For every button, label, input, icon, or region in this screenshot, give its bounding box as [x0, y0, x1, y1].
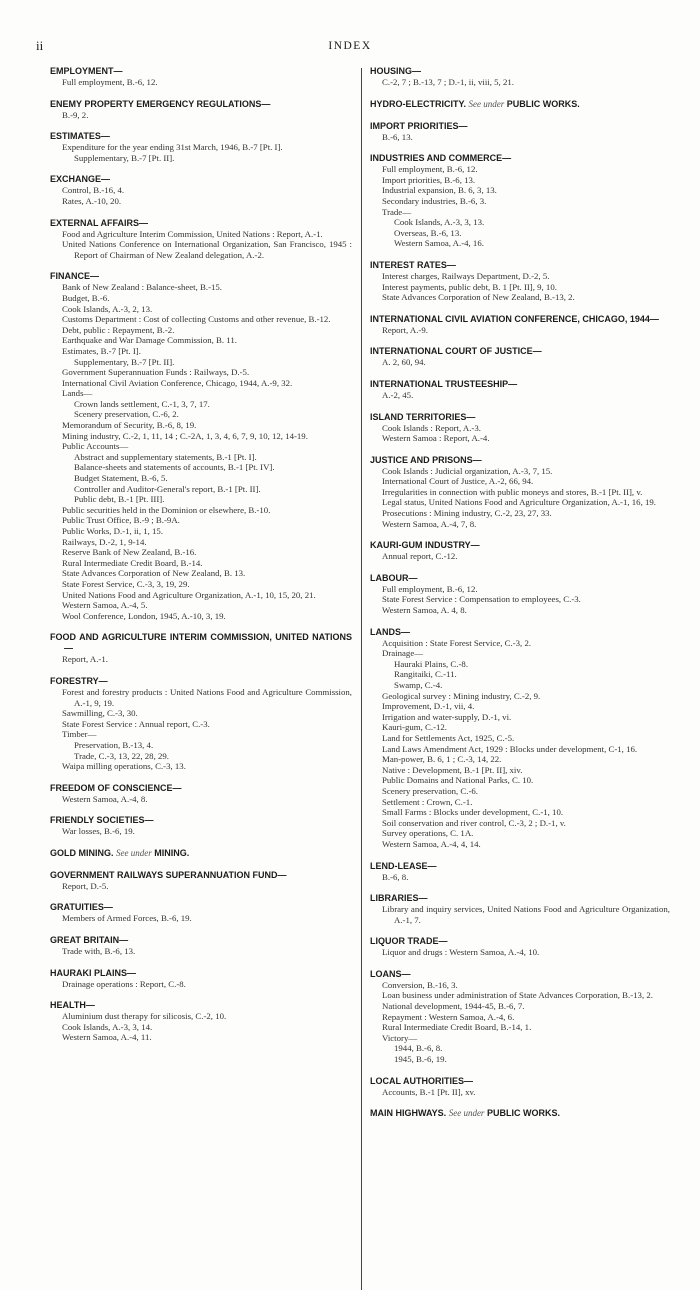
- index-subentry-top: Annual report, C.-12.: [382, 551, 458, 562]
- index-heading: [370, 346, 670, 357]
- index-heading: [370, 66, 670, 77]
- see-under-label: See under: [116, 847, 152, 858]
- index-entry-libraries: [370, 893, 670, 925]
- index-heading-text: EMPLOYMENT—: [50, 66, 123, 76]
- index-subentry-top: Report, D.-5.: [62, 880, 109, 891]
- index-heading-text: HEALTH—: [50, 1000, 95, 1011]
- index-subentry-top: Estimates, B.-7 [Pt. I].: [62, 345, 141, 356]
- index-subentry-top: Kauri-gum, C.-12.: [382, 722, 447, 733]
- index-subentry-top: B.-9, 2.: [62, 109, 89, 120]
- index-subentry-top: Budget, B.-6.: [62, 292, 110, 303]
- index-subentry-top: State Forest Service : Compensation to employees, C.-3.: [382, 594, 581, 605]
- index-heading-text: ISLAND TERRITORIES—: [370, 411, 476, 422]
- see-under-label: See under: [468, 98, 505, 109]
- index-subentry-top: Interest charges, Railways Department, D.-2, 5.: [382, 270, 550, 281]
- index-entry-health: [50, 1000, 352, 1043]
- index-heading: [370, 314, 670, 325]
- index-subentry-top: Waipa milling operations, C.-3, 13.: [62, 761, 186, 772]
- index-heading-text: INTERNATIONAL COURT OF JUSTICE—: [370, 346, 542, 357]
- index-subentry-top: Food and Agriculture Interim Commission, United Nations : Report, A.-1.: [62, 228, 323, 239]
- index-heading-text: LABOUR—: [370, 572, 418, 583]
- index-subentry: Supplementary, B.-7 [Pt. II].: [74, 152, 175, 163]
- index-subentry: Public debt, B.-1 [Pt. III].: [74, 494, 165, 505]
- index-heading-text: LOANS—: [370, 968, 411, 979]
- index-subentry-top: Acquisition : State Forest Service, C.-3, 2.: [382, 637, 532, 648]
- index-subentry-top: Conversion, B.-16, 3.: [382, 979, 458, 990]
- index-entry-friendly-societies: [50, 815, 352, 837]
- index-entry-international-court-of-justice: [370, 346, 670, 368]
- index-heading: [50, 870, 352, 881]
- see-under-target: PUBLIC WORKS.: [506, 98, 580, 109]
- index-entry-loans: [370, 969, 670, 1065]
- index-heading: [370, 260, 670, 271]
- index-heading-text: MAIN HIGHWAYS.: [370, 1108, 447, 1119]
- see-under-target: MINING.: [154, 847, 190, 858]
- index-entry-international-civil-aviation-conference-chicago-1944: [370, 314, 670, 336]
- index-heading: [370, 412, 670, 423]
- index-heading-text: GOLD MINING.: [50, 847, 114, 858]
- index-subentry-top: Legal status, United Nations Food and Agriculture Organization, A.-1, 16, 19.: [382, 497, 656, 508]
- index-entry-local-authorities: [370, 1076, 670, 1098]
- index-subentry-top: Liquor and drugs : Western Samoa, A.-4, 10.: [382, 947, 540, 958]
- index-subentry-top: Western Samoa, A.-4, 5.: [62, 600, 148, 611]
- index-heading-text: GREAT BRITAIN—: [50, 935, 129, 946]
- index-subentry-top: Full employment, B.-6, 12.: [382, 583, 478, 594]
- index-heading: [50, 968, 352, 979]
- index-heading-text: LANDS—: [370, 626, 410, 637]
- index-heading-text: FREEDOM OF CONSCIENCE—: [50, 782, 182, 793]
- index-heading: [370, 121, 670, 132]
- index-subentry-top: Public Works, D.-1, ii, 1, 15.: [62, 526, 164, 536]
- index-subentry-top: Secondary industries, B.-6, 3.: [382, 195, 487, 206]
- index-heading-text: INTEREST RATES—: [370, 259, 456, 270]
- index-entry-kauri-gum-industry: [370, 540, 670, 562]
- index-subentry-top: B.-6, 8.: [382, 871, 409, 882]
- index-heading: [370, 540, 670, 551]
- index-heading: [50, 815, 352, 826]
- index-entry-import-priorities: [370, 121, 670, 143]
- index-heading: [370, 861, 670, 872]
- index-entry-external-affairs: [50, 218, 352, 261]
- index-subentry-top: International Court of Justice, A.-2, 66, 94.: [382, 476, 534, 487]
- index-entry-housing: [370, 66, 670, 88]
- index-subentry-top: Small Farms : Blocks under development, C.-1, 10.: [382, 807, 564, 818]
- index-subentry-top: Loan business under administration of State Advances Corporation, B.-13, 2.: [382, 990, 653, 1001]
- index-subentry-top: Trade—: [382, 206, 411, 217]
- index-subentry-top: Western Samoa, A.-4, 8.: [62, 793, 148, 804]
- index-subentry-top: Earthquake and War Damage Commission, B. 11.: [62, 335, 237, 346]
- index-heading-text: KAURI-GUM INDUSTRY—: [370, 540, 480, 551]
- index-entry-great-britain: [50, 935, 352, 957]
- index-subentry: Preservation, B.-13, 4.: [74, 739, 154, 750]
- index-subentry-top: Irregularities in connection with public moneys and stores, B.-1 [Pt. II], v.: [382, 486, 643, 497]
- index-subentry-top: Report, A.-9.: [382, 324, 428, 335]
- index-entry-gold-mining: [50, 848, 352, 859]
- index-subentry-top: United Nations Conference on International Organization, San Francisco, 1945 : Report of Chairman of New Zealand delegation, A.-2.: [62, 239, 352, 260]
- index-subentry: Abstract and supplementary statements, B.-1 [Pt. I].: [74, 451, 257, 462]
- index-entry-liquor-trade: [370, 936, 670, 958]
- index-subentry-top: United Nations Food and Agriculture Organization, A.-1, 10, 15, 20, 21.: [62, 589, 316, 600]
- index-subentry-top: Industrial expansion, B. 6, 3, 13.: [382, 185, 497, 196]
- index-subentry-top: Rates, A.-10, 20.: [62, 195, 122, 206]
- index-entry-international-trusteeship: [370, 379, 670, 401]
- index-subentry-top: Rural Intermediate Credit Board, B.-14.: [62, 557, 203, 568]
- index-entry-labour: [370, 573, 670, 616]
- index-entry-main-highways: [370, 1108, 670, 1119]
- index-subentry-top: Soil conservation and river control, C.-3, 2 ; D.-1, v.: [382, 817, 566, 828]
- index-heading-text: ENEMY PROPERTY EMERGENCY REGULATIONS—: [50, 98, 271, 109]
- index-heading-text: ESTIMATES—: [50, 131, 110, 142]
- index-subentry-top: Settlement : Crown, C.-1.: [382, 796, 473, 807]
- index-subentry-top: Members of Armed Forces, B.-6, 19.: [62, 913, 192, 924]
- index-subentry: Supplementary, B.-7 [Pt. II].: [74, 356, 175, 367]
- index-subentry-top: Interest payments, public debt, B. 1 [Pt. II], 9, 10.: [382, 281, 557, 292]
- index-subentry-top: Public securities held in the Dominion or elsewhere, B.-10.: [62, 504, 271, 515]
- index-heading: [370, 153, 670, 164]
- index-subentry-top: Forest and forestry products : United Nations Food and Agriculture Commission, A.-1, 9, 19.: [62, 686, 352, 708]
- index-heading: [50, 935, 352, 946]
- index-subentry-top: Customs Department : Cost of collecting Customs and other revenue, B.-12.: [62, 314, 331, 325]
- index-heading-text: LIQUOR TRADE—: [370, 936, 448, 947]
- index-heading-text: JUSTICE AND PRISONS—: [370, 454, 482, 465]
- index-entry-estimates: [50, 131, 352, 163]
- index-subentry-top: Public Accounts—: [62, 441, 129, 452]
- index-entry-industries-and-commerce: [370, 153, 670, 249]
- index-subentry: Scenery preservation, C.-6, 2.: [74, 409, 179, 420]
- index-subentry-top: Aluminium dust therapy for silicosis, C.-2, 10.: [62, 1011, 227, 1022]
- index-heading: [50, 131, 352, 142]
- index-subentry-top: State Forest Service, C.-3, 3, 19, 29.: [62, 578, 190, 589]
- index-heading-text: GRATUITIES—: [50, 902, 113, 913]
- index-subentry-top: Public Trust Office, B.-9 ; B.-9A.: [62, 515, 180, 526]
- index-subentry-top: State Advances Corporation of New Zealand, B.-13, 2.: [382, 292, 575, 303]
- index-heading: [50, 174, 352, 185]
- index-subentry-top: Memorandum of Security, B.-6, 8, 19.: [62, 420, 197, 431]
- index-heading-text: GOVERNMENT RAILWAYS SUPERANNUATION FUND—: [50, 869, 287, 880]
- index-heading: [50, 271, 352, 282]
- index-heading-text: HOUSING—: [370, 66, 422, 76]
- index-subentry-top: Scenery preservation, C.-6.: [382, 785, 479, 796]
- index-subentry-top: Sawmilling, C.-3, 30.: [62, 708, 138, 719]
- index-heading-text: IMPORT PRIORITIES—: [370, 120, 468, 131]
- index-entry-government-railways-superannuation-fund: [50, 870, 352, 892]
- index-subentry-top: Debt, public : Repayment, B.-2.: [62, 324, 175, 335]
- index-subentry: Budget Statement, B.-6, 5.: [74, 473, 168, 484]
- index-entry-hydro-electricity: [370, 99, 670, 110]
- index-subentry-top: Import priorities, B.-6, 13.: [382, 174, 476, 185]
- index-subentry-top: Native : Development, B.-1 [Pt. II], xiv.: [382, 764, 523, 775]
- index-heading: [370, 573, 670, 584]
- index-subentry-top: Report, A.-1.: [62, 654, 108, 665]
- see-under-label: See under: [448, 1108, 485, 1119]
- index-subentry: Western Samoa, A.-4, 16.: [394, 238, 484, 249]
- left-column: [50, 66, 352, 1054]
- see-under-target: PUBLIC WORKS.: [486, 1108, 560, 1119]
- index-subentry-top: Bank of New Zealand : Balance-sheet, B.-15.: [62, 282, 222, 293]
- index-subentry-top: Railways, D.-2, 1, 9-14.: [62, 536, 147, 547]
- index-entry-hauraki-plains: [50, 968, 352, 990]
- index-heading: [50, 783, 352, 794]
- index-subentry-top: National development, 1944-45, B.-6, 7.: [382, 1001, 525, 1012]
- index-entry-gratuities: [50, 902, 352, 924]
- index-entry-lend-lease: [370, 861, 670, 883]
- index-heading: [50, 632, 352, 654]
- index-subentry-top: Timber—: [62, 729, 97, 740]
- page-number: ii: [36, 38, 44, 53]
- index-heading: [370, 893, 670, 904]
- index-subentry: 1944, B.-6, 8.: [394, 1043, 443, 1054]
- index-subentry-top: Wool Conference, London, 1945, A.-10, 3, 19.: [62, 610, 226, 621]
- index-subentry: Overseas, B.-6, 13.: [394, 227, 462, 238]
- index-subentry-top: Drainage operations : Report, C.-8.: [62, 978, 186, 989]
- index-entry-finance: [50, 271, 352, 621]
- index-subentry: 1945, B.-6, 19.: [394, 1054, 447, 1065]
- index-subentry-top: Survey operations, C. 1A.: [382, 828, 474, 839]
- index-heading: [50, 218, 352, 229]
- index-entry-lands: [370, 627, 670, 850]
- index-heading: [370, 379, 670, 390]
- index-subentry-top: Reserve Bank of New Zealand, B.-16.: [62, 547, 197, 558]
- index-subentry: Cook Islands, A.-3, 3, 13.: [394, 217, 485, 228]
- index-subentry-top: Geological survey : Mining industry, C.-2, 9.: [382, 690, 541, 701]
- index-entry-interest-rates: [370, 260, 670, 303]
- index-heading: [50, 848, 352, 859]
- index-entry-island-territories: [370, 412, 670, 444]
- index-subentry-top: Improvement, D.-1, vii, 4.: [382, 701, 475, 712]
- index-subentry-top: A. 2, 60, 94.: [382, 357, 426, 368]
- index-subentry: Balance-sheets and statements of accounts, B.-1 [Pt. IV].: [74, 462, 275, 473]
- index-subentry-top: Accounts, B.-1 [Pt. II], xv.: [382, 1086, 476, 1097]
- index-subentry-top: Land for Settlements Act, 1925, C.-5.: [382, 732, 515, 743]
- index-subentry-top: Victory—: [382, 1032, 418, 1043]
- index-subentry-top: Government Superannuation Funds : Railways, D.-5.: [62, 367, 250, 378]
- index-subentry-top: Cook Islands, A.-3, 2, 13.: [62, 303, 153, 314]
- index-subentry-top: Cook Islands : Judicial organization, A.-3, 7, 15.: [382, 465, 553, 476]
- index-entry-freedom-of-conscience: [50, 783, 352, 805]
- index-subentry-top: Public Domains and National Parks, C. 10.: [382, 775, 534, 786]
- index-subentry-top: International Civil Aviation Conference, Chicago, 1944, A.-9, 32.: [62, 377, 293, 388]
- index-entry-food-and-agriculture-interim-commission-united-nations: [50, 632, 352, 665]
- index-heading: [370, 1108, 670, 1119]
- index-subentry-top: Rural Intermediate Credit Board, B.-14, 1.: [382, 1022, 532, 1033]
- index-heading: [370, 455, 670, 466]
- index-subentry-top: A.-2, 45.: [382, 389, 414, 400]
- index-subentry-top: Trade with, B.-6, 13.: [62, 946, 136, 957]
- index-subentry-top: Full employment, B.-6, 12.: [382, 164, 478, 175]
- index-subentry-top: War losses, B.-6, 19.: [62, 826, 135, 837]
- index-subentry-top: Cook Islands : Report, A.-3.: [382, 422, 481, 433]
- index-heading-text: INTERNATIONAL TRUSTEESHIP—: [370, 378, 518, 389]
- index-subentry-top: Man-power, B. 6, 1 ; C.-3, 14, 22.: [382, 754, 502, 765]
- index-subentry-top: Drainage—: [382, 648, 424, 659]
- index-heading-text: HYDRO-ELECTRICITY.: [370, 98, 467, 109]
- index-heading-text: INDUSTRIES AND COMMERCE—: [370, 153, 512, 164]
- index-subentry-top: Irrigation and water-supply, D.-1, vi.: [382, 711, 512, 722]
- index-heading: [50, 902, 352, 913]
- index-heading: [370, 627, 670, 638]
- index-subentry-top: Western Samoa, A.-4, 11.: [62, 1032, 152, 1043]
- index-subentry-top: State Forest Service : Annual report, C.-3.: [62, 718, 210, 729]
- index-subentry-top: Full employment, B.-6, 12.: [62, 77, 158, 87]
- index-subentry-top: Lands—: [62, 388, 93, 399]
- index-heading: [370, 99, 670, 110]
- index-heading: [50, 1000, 352, 1011]
- index-subentry-top: Prosecutions : Mining industry, C.-2, 23, 27, 33.: [382, 508, 552, 519]
- index-entry-forestry: [50, 676, 352, 772]
- index-subentry-top: Expenditure for the year ending 31st March, 1946, B.-7 [Pt. I].: [62, 142, 283, 153]
- index-subentry: Rangitaiki, C.-11.: [394, 669, 457, 680]
- index-subentry: Hauraki Plains, C.-8.: [394, 658, 469, 669]
- index-heading: [50, 99, 352, 110]
- column-divider: [361, 68, 362, 1290]
- index-heading-text: LEND-LEASE—: [370, 860, 437, 871]
- index-subentry-top: Cook Islands, A.-3, 3, 14.: [62, 1021, 153, 1032]
- index-subentry: Controller and Auditor-General's report, B.-1 [Pt. II].: [74, 483, 261, 494]
- index-subentry-top: Library and inquiry services, United Nations Food and Agriculture Organization, A.-1, 7.: [382, 904, 670, 925]
- index-subentry-top: Western Samoa, A.-4, 4, 14.: [382, 838, 481, 849]
- index-entry-exchange: [50, 174, 352, 206]
- index-subentry: Trade, C.-3, 13, 22, 28, 29.: [74, 750, 169, 761]
- index-heading-text: FINANCE—: [50, 271, 99, 282]
- index-heading: [50, 676, 352, 687]
- index-subentry: Swamp, C.-4.: [394, 680, 443, 690]
- index-heading: [370, 936, 670, 947]
- index-subentry-top: State Advances Corporation of New Zealand, B. 13.: [62, 568, 246, 579]
- index-heading-text: FORESTRY—: [50, 675, 108, 686]
- right-column: [370, 66, 670, 1130]
- index-heading-text: HAURAKI PLAINS—: [50, 967, 137, 978]
- index-heading-text: LOCAL AUTHORITIES—: [370, 1075, 473, 1086]
- index-subentry-top: Repayment : Western Samoa, A.-4, 6.: [382, 1011, 515, 1022]
- index-heading: [370, 1076, 670, 1087]
- index-subentry-top: Western Samoa : Report, A.-4.: [382, 433, 490, 444]
- index-entry-employment: [50, 66, 352, 88]
- index-subentry-top: Control, B.-16, 4.: [62, 185, 125, 196]
- index-heading: [50, 66, 352, 77]
- index-heading-text: INTERNATIONAL CIVIL AVIATION CONFERENCE, CHICAGO, 1944—: [370, 313, 659, 324]
- index-subentry-top: Western Samoa, A. 4, 8.: [382, 605, 467, 616]
- index-subentry-top: Western Samoa, A.-4, 7, 8.: [382, 518, 477, 529]
- index-subentry-top: C.-2, 7 ; B.-13, 7 ; D.-1, ii, viii, 5, 21.: [382, 77, 514, 87]
- page-title: INDEX: [328, 40, 372, 52]
- index-heading: [370, 969, 670, 980]
- index-heading-text: LIBRARIES—: [370, 893, 428, 904]
- index-entry-enemy-property-emergency-regulations: [50, 99, 352, 121]
- index-heading-text: EXCHANGE—: [50, 174, 111, 185]
- index-subentry-top: Land Laws Amendment Act, 1929 : Blocks under development, C-1, 16.: [382, 743, 638, 754]
- index-heading-text: FRIENDLY SOCIETIES—: [50, 815, 154, 826]
- index-subentry-top: B.-6, 13.: [382, 131, 413, 142]
- index-entry-justice-and-prisons: [370, 455, 670, 530]
- index-subentry: Crown lands settlement, C.-1, 3, 7, 17.: [74, 398, 210, 409]
- index-subentry-top: Mining industry, C.-2, 1, 11, 14 ; C.-2A, 1, 3, 4, 6, 7, 9, 10, 12, 14-19.: [62, 430, 308, 441]
- index-heading-text: EXTERNAL AFFAIRS—: [50, 217, 149, 228]
- index-heading-text: FOOD AND AGRICULTURE INTERIM COMMISSION, UNITED NATIONS—: [50, 632, 352, 654]
